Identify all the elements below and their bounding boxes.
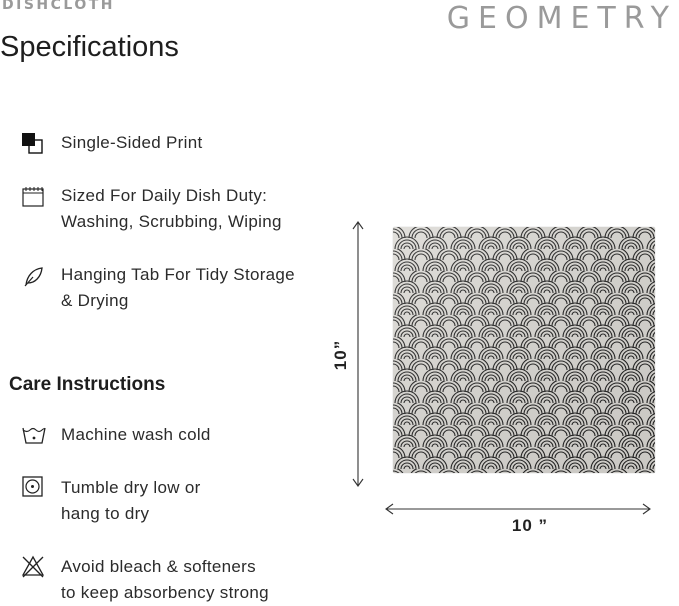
tumble-dry-icon <box>21 475 47 501</box>
care-heading: Care Instructions <box>9 374 166 395</box>
feature-line: Washing, Scrubbing, Wiping <box>61 212 282 231</box>
width-dimension-arrow <box>384 501 652 517</box>
feature-line: Hanging Tab For Tidy Storage <box>61 265 295 284</box>
care-line: Avoid bleach & softeners <box>61 557 256 576</box>
feature-line: & Drying <box>61 291 129 310</box>
care-line: Machine wash cold <box>61 425 211 444</box>
leaf-icon <box>21 264 47 290</box>
no-bleach-icon <box>21 554 47 580</box>
brand-logo: GEOMETRY <box>446 1 677 36</box>
height-label: 10” <box>331 339 350 371</box>
feature-line: Sized For Daily Dish Duty: <box>61 186 268 205</box>
care-line: to keep absorbency strong <box>61 583 269 602</box>
towel-icon <box>21 185 47 211</box>
scallop-pattern <box>393 227 655 473</box>
product-category: DISHCLOTH <box>2 0 115 13</box>
overlapping-squares-icon <box>21 132 47 158</box>
height-dimension-arrow <box>350 220 366 488</box>
wash-cold-icon <box>21 423 47 449</box>
dishcloth-image <box>393 227 655 473</box>
feature-line: Single-Sided Print <box>61 133 203 152</box>
care-line: hang to dry <box>61 504 150 523</box>
page-title: Specifications <box>0 31 179 63</box>
care-line: Tumble dry low or <box>61 478 201 497</box>
width-label: 10 ” <box>511 516 549 535</box>
